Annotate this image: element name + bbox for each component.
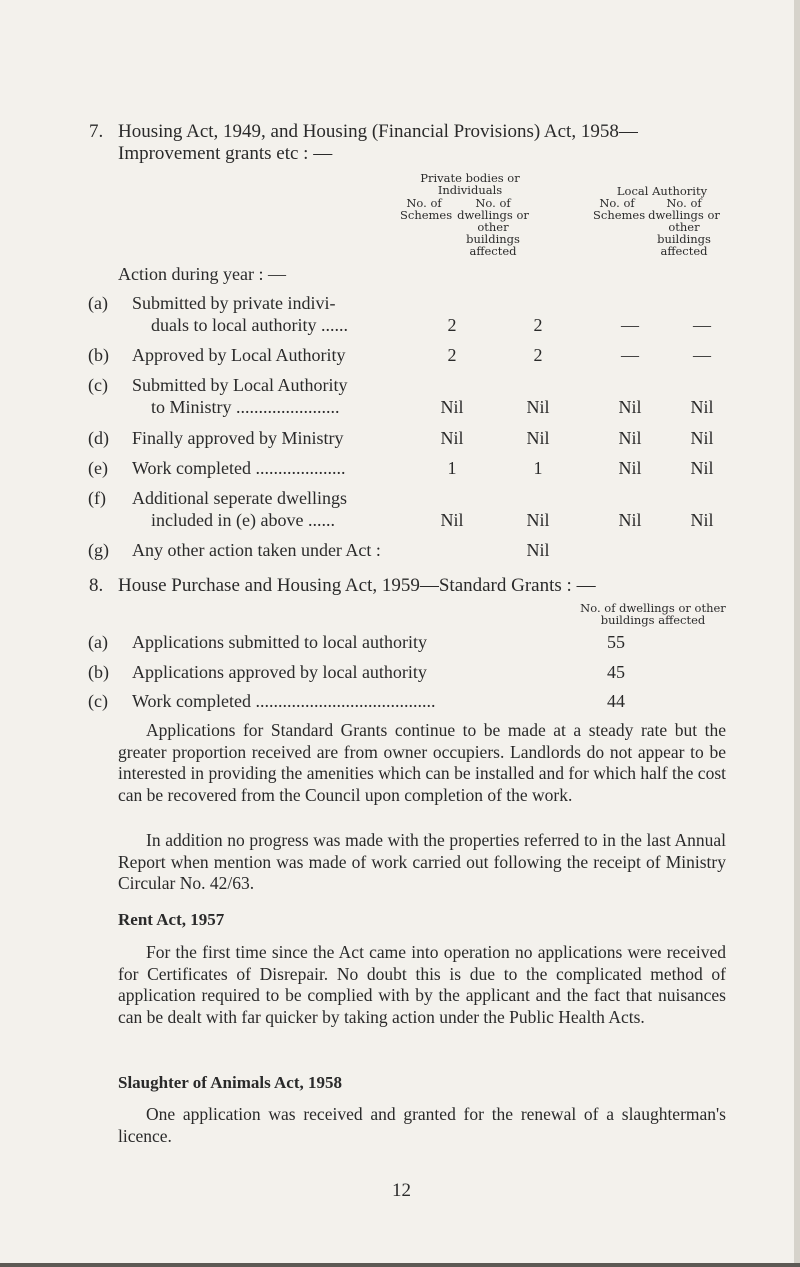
- row-f-private-dwellings: Nil: [526, 510, 550, 530]
- row-e-label: Work completed ....................: [132, 458, 346, 478]
- row-e-local-schemes: Nil: [618, 458, 642, 478]
- row-a-label-line2: duals to local authority ......: [151, 315, 348, 335]
- rent-act-paragraph: [118, 942, 726, 1028]
- section-8-column-header: No. of dwellings or other buildings affected: [580, 601, 726, 627]
- row-f-private-schemes: Nil: [440, 510, 464, 530]
- section-8-title: House Purchase and Housing Act, 1959—Standard Grants : —: [118, 575, 596, 596]
- row-a-private-schemes: 2: [447, 315, 457, 335]
- section-7-subtitle: Improvement grants etc : —: [118, 143, 333, 164]
- row-c-label-line1: Submitted by Local Authority: [132, 375, 348, 395]
- section-7-title: Housing Act, 1949, and Housing (Financial Provisions) Act, 1958—: [118, 121, 638, 142]
- row-a-local-schemes: —: [621, 315, 639, 335]
- row-a-local-dwellings: —: [693, 315, 711, 335]
- slaughter-act-text: One application was received and granted for the renewal of a slaughterman's licence.: [118, 1104, 726, 1146]
- page-number: 12: [392, 1180, 411, 1201]
- page-bottom-border: [0, 1263, 800, 1267]
- row-d-local-dwellings: Nil: [690, 428, 714, 448]
- header-private-dwellings: No. of dwellings or other buildings affected: [457, 196, 529, 258]
- row-f-letter: (f): [88, 488, 106, 508]
- row-b-local-schemes: —: [621, 345, 639, 365]
- s8-row-b-value: 45: [607, 662, 625, 682]
- row-e-private-schemes: 1: [447, 458, 457, 478]
- row-b-local-dwellings: —: [693, 345, 711, 365]
- s8-row-c-letter: (c): [88, 691, 108, 711]
- row-d-letter: (d): [88, 428, 109, 448]
- row-c-label-line2: to Ministry .......................: [151, 397, 340, 417]
- row-e-private-dwellings: 1: [533, 458, 543, 478]
- row-c-private-schemes: Nil: [440, 397, 464, 417]
- rent-act-text: For the first time since the Act came into operation no applications were received for Certificates of Disrepair. No doubt this is due to the complicated method of application required to be complied with by the applicant and the fact that nuisances can be dealt with far quicker by taking action under the Public Health Acts.: [118, 942, 726, 1027]
- row-c-private-dwellings: Nil: [526, 397, 550, 417]
- row-a-private-dwellings: 2: [533, 315, 543, 335]
- row-g-private-dwellings: Nil: [526, 540, 550, 560]
- row-b-private-schemes: 2: [447, 345, 457, 365]
- header-local-dwellings: No. of dwellings or other buildings affected: [648, 196, 720, 258]
- header-private-bodies: Private bodies or Individuals: [420, 171, 520, 197]
- page-edge-shadow: [794, 0, 800, 1267]
- row-b-label: Approved by Local Authority: [132, 345, 346, 365]
- row-f-local-dwellings: Nil: [690, 510, 714, 530]
- s8-row-a-value: 55: [607, 632, 625, 652]
- row-c-letter: (c): [88, 375, 108, 395]
- header-local-authority: Local Authority: [616, 184, 708, 198]
- row-d-private-dwellings: Nil: [526, 428, 550, 448]
- row-b-letter: (b): [88, 345, 109, 365]
- header-local-schemes: No. of Schemes: [593, 196, 646, 222]
- standard-grants-text: Applications for Standard Grants continue to be made at a steady rate but the greater proportion received are from owner occupiers. Landlords do not appear to be interested in providing the amenities which can be installed and for which half the cost can be recovered from the Council upon completion of the work.: [118, 720, 726, 805]
- row-d-private-schemes: Nil: [440, 428, 464, 448]
- row-d-local-schemes: Nil: [618, 428, 642, 448]
- header-private-schemes: No. of Schemes: [400, 196, 453, 222]
- s8-row-a-letter: (a): [88, 632, 108, 652]
- row-e-letter: (e): [88, 458, 108, 478]
- section-8-number: 8.: [89, 575, 104, 596]
- slaughter-act-heading: Slaughter of Animals Act, 1958: [118, 1073, 343, 1092]
- row-c-local-dwellings: Nil: [690, 397, 714, 417]
- s8-row-c-value: 44: [607, 691, 625, 711]
- row-a-letter: (a): [88, 293, 108, 313]
- row-f-label-line1: Additional seperate dwellings: [132, 488, 347, 508]
- row-b-private-dwellings: 2: [533, 345, 543, 365]
- action-during-year-label: Action during year : —: [118, 264, 286, 284]
- s8-row-a-label: Applications submitted to local authority: [132, 632, 427, 652]
- row-g-label: Any other action taken under Act :: [132, 540, 381, 560]
- s8-row-c-label: Work completed ........................................: [132, 691, 436, 711]
- section-7-number: 7.: [89, 121, 104, 142]
- progress-paragraph: [118, 830, 726, 895]
- row-a-label-line1: Submitted by private indivi-: [132, 293, 336, 313]
- standard-grants-paragraph: [118, 720, 726, 806]
- s8-row-b-letter: (b): [88, 662, 109, 682]
- rent-act-heading: Rent Act, 1957: [118, 910, 225, 929]
- slaughter-act-paragraph: [118, 1104, 726, 1147]
- row-f-label-line2: included in (e) above ......: [151, 510, 335, 530]
- row-e-local-dwellings: Nil: [690, 458, 714, 478]
- row-c-local-schemes: Nil: [618, 397, 642, 417]
- s8-row-b-label: Applications approved by local authority: [132, 662, 427, 682]
- row-d-label: Finally approved by Ministry: [132, 428, 344, 448]
- row-g-letter: (g): [88, 540, 109, 560]
- progress-text: In addition no progress was made with the properties referred to in the last Annual Report when mention was made of work carried out following the receipt of Ministry Circular No. 42/63.: [118, 830, 726, 893]
- row-f-local-schemes: Nil: [618, 510, 642, 530]
